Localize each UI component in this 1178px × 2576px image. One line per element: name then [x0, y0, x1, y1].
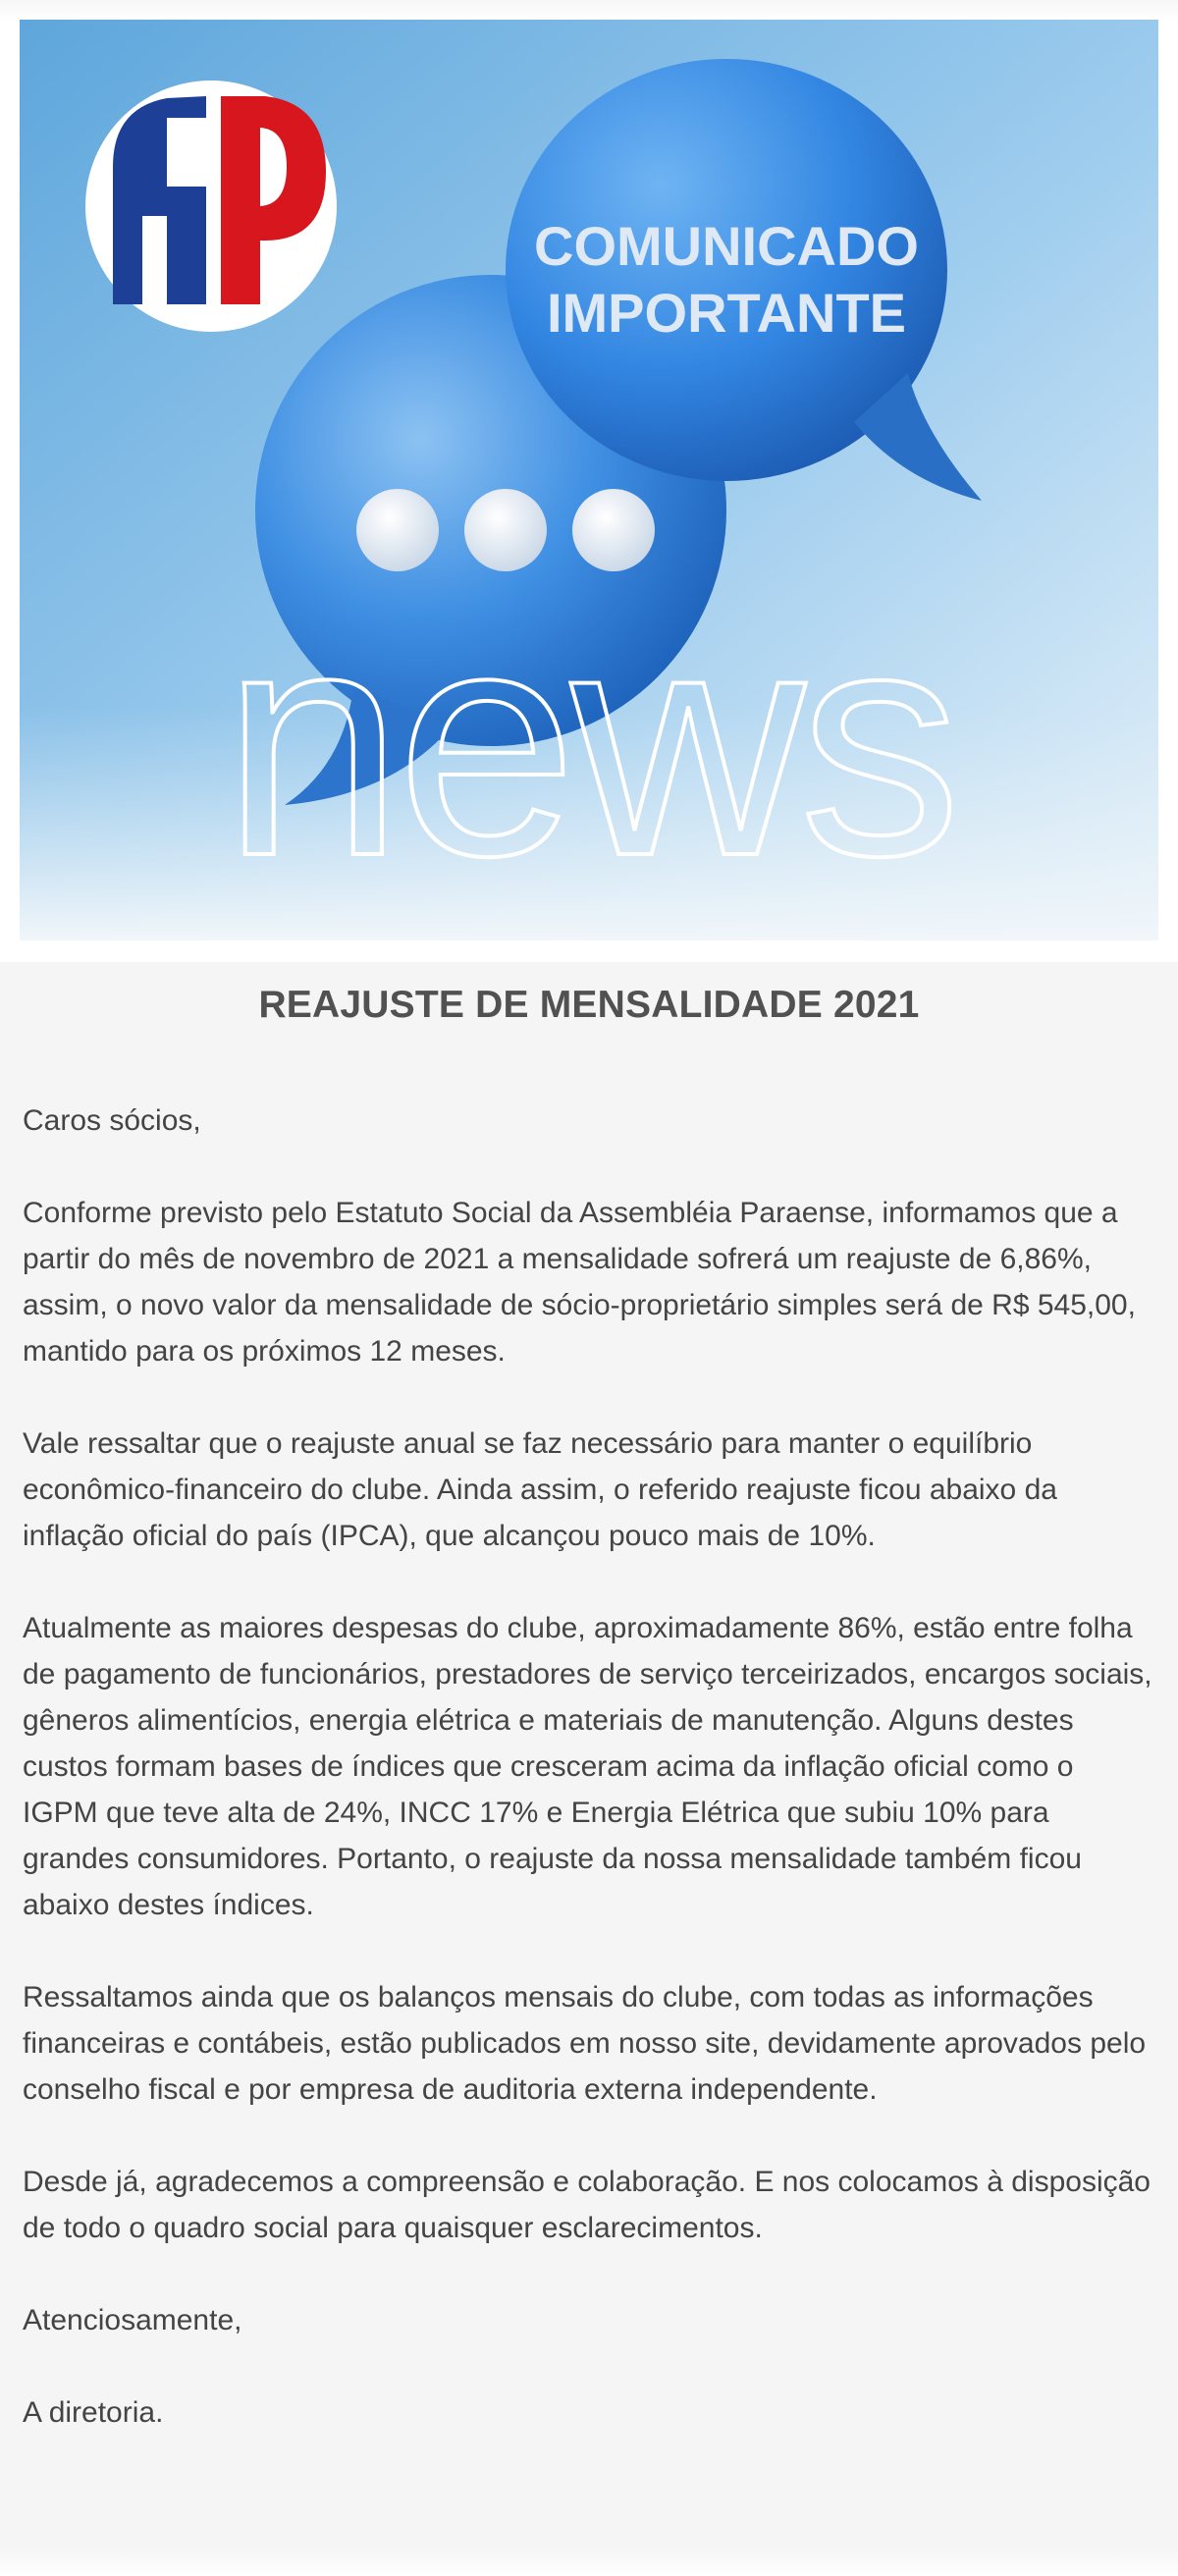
news-outline-text: news: [222, 561, 956, 923]
paragraph-5: Desde já, agradecemos a compreensão e colaboração. E nos colocamos à disposição de todo o quadro social para quaisquer esclarecimentos.: [23, 2166, 1151, 2244]
paragraph-4: Ressaltamos ainda que os balanços mensais do clube, com todas as informações financeiras e contábeis, estão publicados em nosso site, devidamente aprovados pelo conselho fiscal e por empresa de auditoria externa independente.: [23, 1981, 1147, 2106]
ap-logo-icon: [85, 80, 337, 332]
closing: Atenciosamente,: [23, 2304, 242, 2336]
signature: A diretoria.: [23, 2396, 164, 2429]
dot-icon: [356, 489, 439, 571]
paragraph-2: Vale ressaltar que o reajuste anual se faz necessário para manter o equilíbrio econômico-financeiro do clube. Ainda assim, o referido reajuste ficou abaixo da inflação oficial do país (IPCA), que alcançou pouco mais de 10%.: [23, 1427, 1057, 1552]
banner-spacer: [0, 940, 1178, 962]
article-body: [0, 962, 1178, 2576]
bubble-text-line2: IMPORTANTE: [546, 282, 907, 344]
news-banner: [20, 20, 1158, 940]
paragraph-1: Conforme previsto pelo Estatuto Social da Assembléia Paraense, informamos que a partir do mês de novembro de 2021 a mensalidade sofrerá um reajuste de 6,86%, assim, o novo valor da mensalidade de sócio-proprietário simples será de R$ 545,00, mantido para os próximos 12 meses.: [23, 1197, 1136, 1368]
greeting: Caros sócios,: [23, 1104, 201, 1137]
top-strip: [0, 0, 1178, 22]
banner-artwork: [20, 20, 1158, 940]
bottom-edge: [0, 2549, 1178, 2576]
paragraph-3: Atualmente as maiores despesas do clube, aproximadamente 86%, estão entre folha de pagamento de funcionários, prestadores de serviço terceirizados, encargos sociais, gêneros alimentícios, energia elétrica e materiais de manutenção. Alguns destes custos formam bases de índices que cresceram acima da inflação oficial como o IGPM que teve alta de 24%, INCC 17% e Energia Elétrica que subiu 10% para grandes consumidores. Portanto, o reajuste da nossa mensalidade também ficou abaixo destes índices.: [23, 1612, 1152, 1921]
bubble-text-line1: COMUNICADO: [534, 215, 919, 277]
dot-icon: [464, 489, 547, 571]
dot-icon: [572, 489, 655, 571]
article-title: REAJUSTE DE MENSALIDADE 2021: [258, 984, 920, 1026]
